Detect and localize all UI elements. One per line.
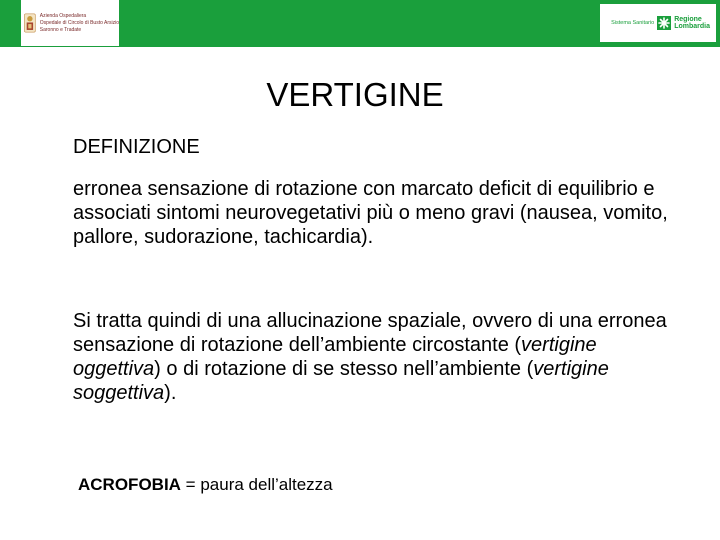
explanation-text: Si tratta quindi di una allucinazione spaziale, ovvero di una erronea sensazione di rotazione dell’ambiente circostante ( [73, 310, 667, 356]
section-heading: DEFINIZIONE [73, 136, 200, 158]
sistema-sanitario-label: Sistema Sanitario [611, 20, 655, 26]
regione-label: Regione [674, 16, 702, 23]
hospital-logo-text [40, 13, 119, 33]
explanation-text: ). [164, 382, 177, 404]
acrofobia-term: ACROFOBIA [78, 475, 181, 494]
acrofobia-definition: = paura dell’altezza [180, 475, 333, 494]
hospital-logo-line: Saronno e Tradate [39, 27, 82, 33]
explanation-paragraph [73, 309, 673, 405]
hospital-logo [21, 0, 119, 46]
definition-paragraph: erronea sensazione di rotazione con marcato deficit di equilibrio e associati sintomi neurovegetativi più o meno gravi (nausea, vomito, pallore, sudorazione, tachicardia). [73, 178, 668, 248]
explanation-text: ) o di rotazione di se stesso nell’ambiente ( [154, 358, 534, 380]
objective-vertigo-term: vertigine oggettiva [73, 334, 597, 380]
crest-icon [24, 4, 36, 42]
lombardia-label: Lombardia [674, 23, 710, 30]
acrofobia-note [78, 474, 333, 496]
regione-lombardia-logo [600, 4, 716, 42]
slide-title: VERTIGINE [266, 76, 444, 113]
hospital-logo-line: Ospedale di Circolo di Busto Arsizio [39, 20, 119, 26]
regione-lombardia-icon [657, 16, 671, 30]
regione-lombardia-text [674, 16, 710, 30]
header-bar [0, 0, 720, 47]
hospital-logo-line: Azienda Ospedaliera [39, 13, 87, 19]
subjective-vertigo-term: vertigine soggettiva [73, 358, 609, 404]
